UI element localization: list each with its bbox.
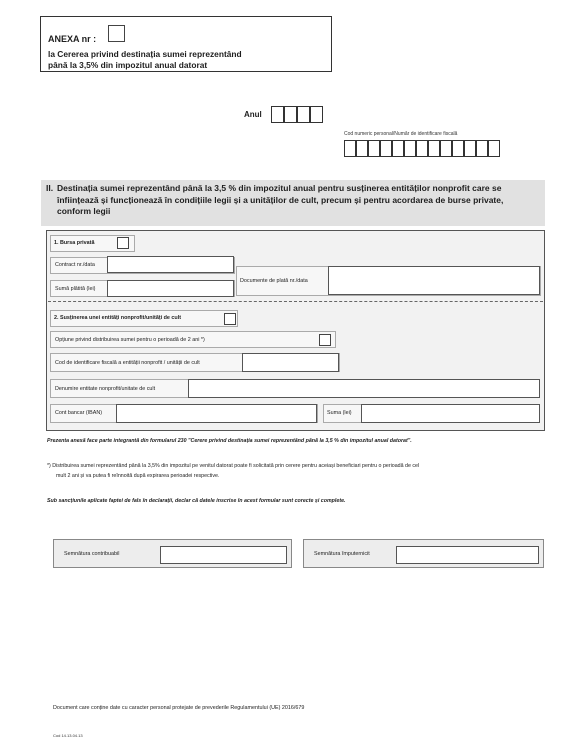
cnp-label: Cod numeric personal/Număr de identificare fiscală: [344, 131, 458, 137]
year-digit-field[interactable]: [310, 106, 323, 123]
signature-contribuabil-box: [53, 539, 292, 568]
cnp-digit-field[interactable]: [356, 140, 368, 157]
section-title: Destinația sumei reprezentând până la 3,5 % din impozitul anual pentru susținerea entităților nonprofit care se înființează și funcționează în condițiile legii și a unităților de cult, precum și pentru acordarea de burse private, conform legii: [57, 183, 504, 216]
cnp-digit-field[interactable]: [476, 140, 488, 157]
denumire-label: Denumire entitate nonprofit/unitate de cult: [55, 386, 156, 392]
footnote-line1: *) Distribuirea sumei reprezentând până la 3,5% din impozitul pe venitul datorat poate fi solicitată prin cerere pentru aceiași beneficiari pentru o perioadă de cel: [47, 463, 420, 469]
suma-label: Suma (lei): [327, 410, 352, 416]
cnp-digit-field[interactable]: [428, 140, 440, 157]
documente-input[interactable]: [328, 266, 540, 295]
cnp-digit-field[interactable]: [488, 140, 500, 157]
section-divider: [48, 301, 543, 302]
annex-subtitle: [48, 49, 242, 71]
annex-title: ANEXA nr :: [48, 34, 97, 44]
annex-header-box: [40, 16, 332, 72]
year-digit-field[interactable]: [297, 106, 310, 123]
optiune-checkbox[interactable]: [319, 334, 331, 346]
bursa-checkbox[interactable]: [117, 237, 129, 249]
annex-number-field[interactable]: [108, 25, 125, 42]
cnp-digit-field[interactable]: [344, 140, 356, 157]
declaration-statement: Sub sancțiunile aplicate faptei de fals în declarații, declar că datele inscrise în acest formular sunt corecte și complete.: [47, 498, 346, 504]
year-label: Anul: [244, 110, 262, 119]
signature-contribuabil-field[interactable]: [160, 546, 287, 564]
section-number: II.: [46, 183, 54, 193]
cont-label: Cont bancar (IBAN): [55, 410, 103, 416]
gdpr-note: Document care conține date cu caracter personal protejate de prevederile Regulamentului (UE) 2016/679: [53, 705, 305, 711]
suma-input[interactable]: [361, 404, 540, 423]
cnp-digit-field[interactable]: [380, 140, 392, 157]
cnp-digit-field[interactable]: [404, 140, 416, 157]
suma-platita-label: Sumă plătită (lei): [55, 286, 96, 292]
documente-label: Documente de plată nr./data: [240, 278, 308, 284]
signature-imputernicit-field[interactable]: [396, 546, 539, 564]
cnp-digit-field[interactable]: [440, 140, 452, 157]
cnp-digit-field[interactable]: [452, 140, 464, 157]
cnp-digit-field[interactable]: [416, 140, 428, 157]
bursa-heading: 1. Bursa privată: [54, 240, 95, 246]
contract-input[interactable]: [107, 256, 234, 273]
signature-imputernicit-label: Semnătura împuternicit: [314, 551, 370, 557]
optiune-label: Opțiune privind distribuirea sumei pentru o perioadă de 2 ani *): [55, 337, 205, 343]
cont-input[interactable]: [116, 404, 317, 423]
footnote: [47, 462, 557, 481]
form-code: Cod 14.13.04.13: [53, 733, 83, 738]
signature-imputernicit-box: [303, 539, 544, 568]
cif-label: Cod de identificare fiscală a entității nonprofit / unității de cult: [55, 360, 200, 366]
year-digit-field[interactable]: [271, 106, 284, 123]
cnp-digit-field[interactable]: [368, 140, 380, 157]
suma-platita-input[interactable]: [107, 280, 234, 297]
denumire-input[interactable]: [188, 379, 540, 398]
contract-label: Contract nr./data: [55, 262, 95, 268]
annex-subtitle-line2: până la 3,5% din impozitul anual datorat: [48, 60, 208, 70]
integral-part-note: Prezenta anexă face parte integrantă din formularul 230 "Cerere privind destinația sumei reprezentând până la 3,5 % din impozitul anual datorat".: [47, 438, 412, 444]
cnp-digit-field[interactable]: [464, 140, 476, 157]
cnp-digit-field[interactable]: [392, 140, 404, 157]
footnote-line2: mult 2 ani și va putea fi reînnoită după expirarea perioadei respective.: [56, 472, 220, 479]
year-digit-field[interactable]: [284, 106, 297, 123]
cif-input[interactable]: [242, 353, 339, 372]
entitate-heading: 2. Susținerea unei entități nonprofit/unități de cult: [54, 315, 181, 321]
entitate-checkbox[interactable]: [224, 313, 236, 325]
annex-subtitle-line1: la Cererea privind destinația sumei reprezentând: [48, 49, 242, 59]
signature-contribuabil-label: Semnătura contribuabil: [64, 551, 120, 557]
